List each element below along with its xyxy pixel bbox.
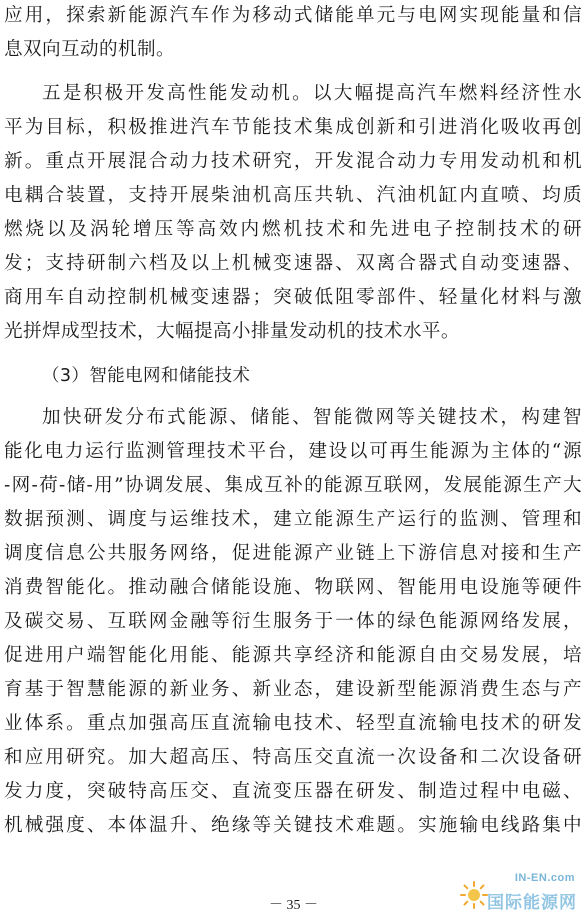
- text-line: 息双向互动的机制。: [4, 39, 175, 60]
- text-line: 机械强度、本体温升、绝缘等关键技术难题。实施输电线路集中: [4, 815, 582, 836]
- text-line: 发；支持研制六档及以上机械变速器、双离合器式自动变速器、: [4, 253, 582, 274]
- text-line: 和应用研究。加大超高压、特高压交直流一次设备和二次设备研: [4, 747, 582, 768]
- text-line: 育基于智慧能源的新业务、新业态，建设新型能源消费生态与产: [4, 679, 582, 700]
- text-line: 新。重点开展混合动力技术研究，开发混合动力专用发动机和机: [4, 151, 582, 172]
- text-line: 平为目标，积极推进汽车节能技术集成创新和引进消化吸收再创: [4, 117, 582, 138]
- watermark-name: 国际能源网: [487, 893, 577, 913]
- text-line: 加快研发分布式能源、储能、智能微网等关键技术，构建智: [42, 407, 582, 428]
- watermark: [455, 868, 581, 918]
- text-line: 电耦合装置，支持开展柴油机高压共轨、汽油机缸内直喷、均质: [4, 185, 582, 206]
- text-line: 燃烧以及涡轮增压等高效内燃机技术和先进电子控制技术的研: [4, 219, 582, 240]
- text-line: 光拼焊成型技术，大幅提高小排量发动机的技术水平。: [4, 321, 460, 342]
- page-number: － 35 －: [269, 898, 318, 913]
- watermark-site: IN-EN.com: [514, 872, 575, 884]
- text-line: 五是积极开发高性能发动机。以大幅提高汽车燃料经济性水: [42, 83, 582, 104]
- text-line: 调度信息公共服务网络，促进能源产业链上下游信息对接和生产: [4, 543, 582, 564]
- sun-logo-icon: [459, 880, 489, 910]
- text-line: 能化电力运行监测管理技术平台，建设以可再生能源为主体的“源: [4, 441, 582, 462]
- text-line: 消费智能化。推动融合储能设施、物联网、智能用电设施等硬件: [4, 577, 582, 598]
- text-line: -网-荷-储-用”协调发展、集成互补的能源互联网，发展能源生产大: [4, 475, 582, 496]
- section-heading: （3）智能电网和储能技术: [42, 366, 251, 386]
- text-line: 及碳交易、互联网金融等衍生服务于一体的绿色能源网络发展，: [4, 611, 582, 632]
- text-line: 发力度，突破特高压交、直流变压器在研发、制造过程中电磁、: [4, 781, 582, 802]
- text-line: 促进用户端智能化用能、能源共享经济和能源自由交易发展，培: [4, 645, 582, 666]
- text-line: 商用车自动控制机械变速器；突破低阻零部件、轻量化材料与激: [4, 287, 582, 308]
- text-line: 数据预测、调度与运维技术，建立能源生产运行的监测、管理和: [4, 509, 582, 530]
- text-line: 应用，探索新能源汽车作为移动式储能单元与电网实现能量和信: [4, 5, 582, 26]
- text-line: 业体系。重点加强高压直流输电技术、轻型直流输电技术的研发: [4, 713, 582, 734]
